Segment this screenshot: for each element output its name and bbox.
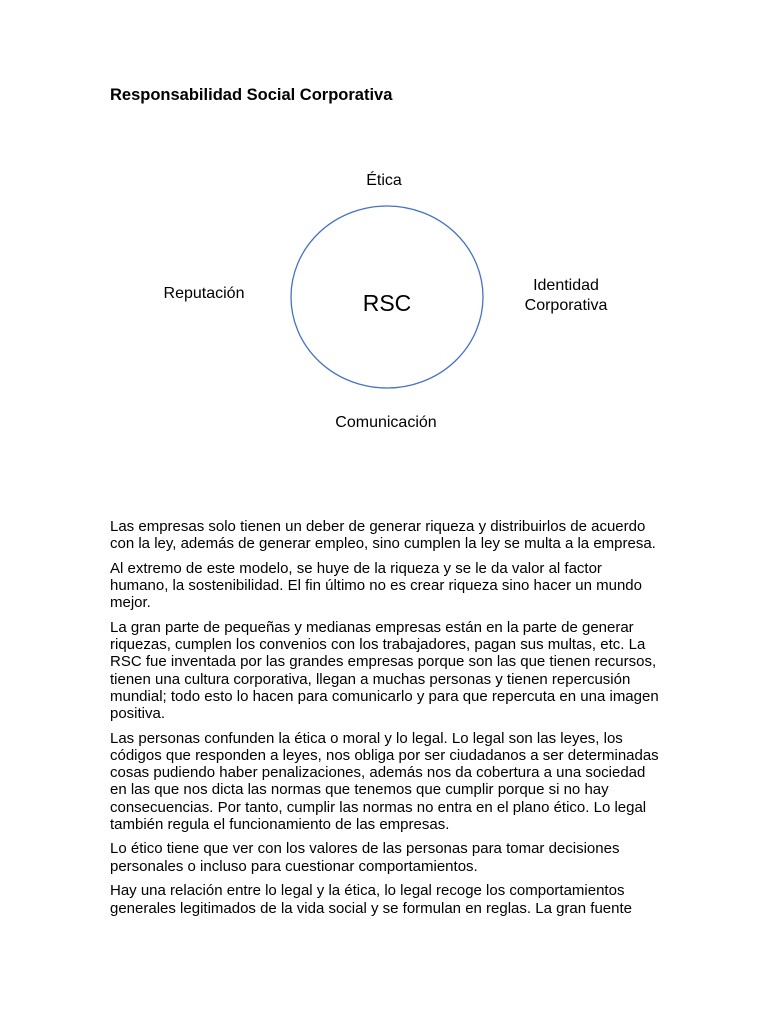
diagram-canvas xyxy=(0,0,768,480)
paragraph: Hay una relación entre lo legal y la ética, lo legal recoge los comportamientos generales legitimados de la vida social y se formulan en reglas. La gran fuente xyxy=(110,882,632,917)
label-comunicacion: Comunicación xyxy=(335,414,437,431)
paragraph: Lo ético tiene que ver con los valores de las personas para tomar decisiones personales o incluso para cuestionar comportamientos. xyxy=(110,840,620,875)
label-etica: Ética xyxy=(366,172,402,189)
label-reputacion: Reputación xyxy=(163,285,245,302)
paragraph: Al extremo de este modelo, se huye de la riqueza y se le da valor al factor humano, la sostenibilidad. El fin último no es crear riqueza sino hacer un mundo mejor. xyxy=(110,559,642,612)
paragraph: Las empresas solo tienen un deber de generar riqueza y distribuirlos de acuerdo con la ley, además de generar empleo, sino cumplen la ley se multa a la empresa. xyxy=(110,518,656,553)
label-rsc: RSC xyxy=(362,290,412,316)
label-identidad-corporativa: Identidad Corporativa xyxy=(524,277,608,314)
body-text xyxy=(110,518,662,924)
paragraph: Las personas confunden la ética o moral y lo legal. Lo legal son las leyes, los códigos que responden a leyes, nos obliga por ser ciudadanos a ser determinadas cosas pudiendo haber penalizaciones, además nos da cobertura a una sociedad en las que nos dicta las normas que tenemos que cumplir porque si no hay consecuencias. Por tanto, cumplir las normas no entra en el plano ético. Lo legal también regula el funcionamiento de las empresas. xyxy=(110,729,659,833)
document-title: Responsabilidad Social Corporativa xyxy=(110,86,393,104)
rsc-diagram xyxy=(0,0,768,480)
paragraph: La gran parte de pequeñas y medianas empresas están en la parte de generar riquezas, cumplen los convenios con los trabajadores, pagan sus multas, etc. La RSC fue inventada por las grandes empresas porque son las que tienen recursos, tienen una cultura corporativa, llegan a muchas personas y tienen repercusión mundial; todo esto lo hacen para comunicarlo y para que repercuta en una imagen positiva. xyxy=(110,619,659,723)
